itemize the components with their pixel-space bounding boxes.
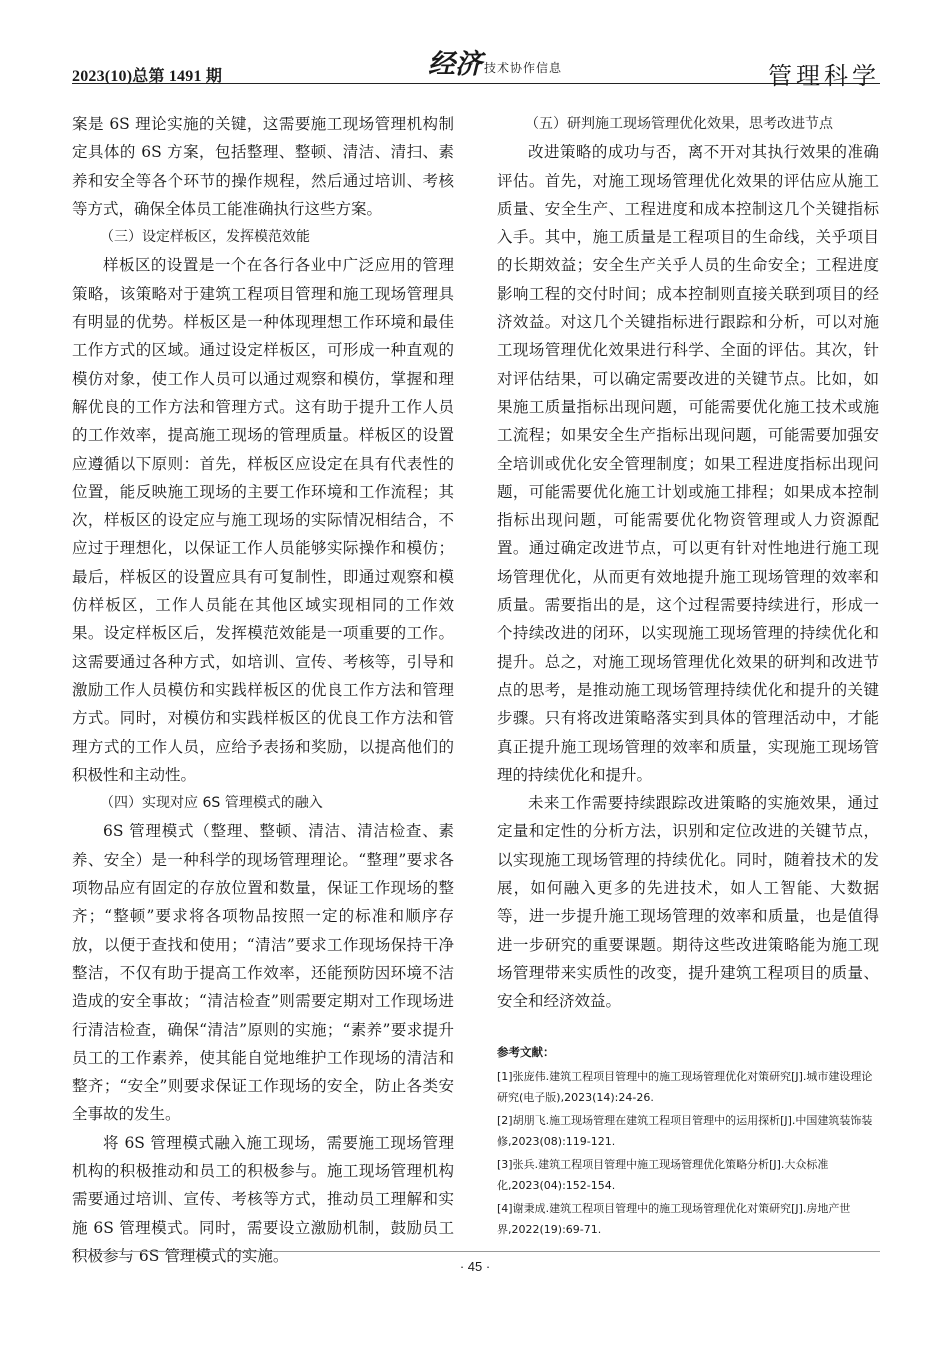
references-title: 参考文献： (497, 1044, 555, 1059)
page-number: · 45 · (459, 1259, 491, 1274)
reference-item: [4]谢秉成.建筑工程项目管理中的施工现场管理优化对策研究[J].房地产世界,2022(19):69-71. (497, 1201, 851, 1236)
paragraph: 未来工作需要持续跟踪改进策略的实施效果，通过定量和定性的分析方法，识别和定位改进的关键节点，以实现施工现场管理的持续优化。同时，随着技术的发展，如何融入更多的先进技术，如人工智能、大数据等，进一步提升施工现场管理的效率和质量，也是值得进一步研究的重要课题。期待这些改进策略能为施工现场管理带来实质性的改变，提升建筑工程项目的质量、安全和经济效益。 (497, 794, 879, 1011)
references (497, 1042, 879, 1240)
page-header (72, 50, 880, 92)
paragraph: 将 6S 管理模式融入施工现场，需要施工现场管理机构的积极推动和员工的积极参与。施工现场管理机构需要通过培训、宣传、考核等方式，推动员工理解和实施 6S 管理模式。同时，需要设立激励机制，鼓励员工积极参与 6S 管理模式的实施。 (72, 1133, 454, 1265)
journal-logo-subtitle: 技术协作信息 (484, 61, 563, 75)
reference-item: [2]胡朋飞.施工现场管理在建筑工程项目管理中的运用探析[J].中国建筑装饰装修,2023(08):119-121. (497, 1113, 873, 1148)
issue-info: 2023(10)总第 1491 期 (72, 68, 223, 85)
section-heading: （四）实现对应 6S 管理模式的融入 (100, 795, 323, 812)
left-column (72, 110, 454, 1270)
journal-logo-mark: 经济 (428, 49, 482, 80)
footer-rule (72, 1251, 880, 1252)
right-column (497, 110, 879, 1242)
paragraph: 6S 管理模式（整理、整顿、清洁、清洁检查、素养、安全）是一种科学的现场管理理论。“整理”要求各项物品应有固定的存放位置和数量，保证工作现场的整齐；“整顿”要求将各项物品按照一定的标准和顺序存放，以便于查找和使用；“清洁”要求工作现场保持干净整洁，不仅有助于提高工作效率，还能预防因环境不洁造成的安全事故；“清洁检查”则需要定期对工作现场进行清洁检查，确保“清洁”原则的实施；“素养”要求提升员工的工作素养，使其能自觉地维护工作现场的清洁和整齐；“安全”则要求保证工作现场的安全，防止各类安全事故的发生。 (72, 822, 454, 1124)
reference-item: [1]张庞伟.建筑工程项目管理中的施工现场管理优化对策研究[J].城市建设理论研究(电子版),2023(14):24-26. (497, 1069, 873, 1104)
section-heading: （五）研判施工现场管理优化效果，思考改进节点 (525, 116, 833, 132)
header-rule (72, 83, 880, 84)
paragraph: 样板区的设置是一个在各行各业中广泛应用的管理策略，该策略对于建筑工程项目管理和施工现场管理具有明显的优势。样板区是一种体现理想工作环境和最佳工作方式的区域。通过设定样板区，可形成一种直观的模仿对象，使工作人员可以通过观察和模仿，掌握和理解优良的工作方法和管理方式。这有助于提升工作人员的工作效率，提高施工现场的管理质量。样板区的设置应遵循以下原则：首先，样板区应设定在具有代表性的位置，能反映施工现场的主要工作环境和工作流程；其次，样板区的设定应与施工现场的实际情况相结合，不应过于理想化，以保证工作人员能够实际操作和模仿；最后，样板区的设置应具有可复制性，即通过观察和模仿样板区，工作人员能在其他区域实现相同的工作效果。设定样板区后，发挥模范效能是一项重要的工作。这需要通过各种方式，如培训、宣传、考核等，引导和激励工作人员模仿和实践样板区的优良工作方法和管理方式。同时，对模仿和实践样板区的优良工作方法和管理方式的工作人员，应给予表扬和奖励，以提高他们的积极性和主动性。 (72, 256, 454, 784)
reference-item: [3]张兵.建筑工程项目管理中施工现场管理优化策略分析[J].大众标准化,2023(04):152-154. (497, 1157, 829, 1192)
section-heading: （三）设定样板区，发挥模范效能 (100, 229, 310, 246)
paragraph: 改进策略的成功与否，离不开对其执行效果的准确评估。首先，对施工现场管理优化效果的评估应从施工质量、安全生产、工程进度和成本控制这几个关键指标入手。其中，施工质量是工程项目的生命线，关乎项目的长期效益；安全生产关乎人员的生命安全；工程进度影响工程的交付时间；成本控制则直接关联到项目的经济效益。对这几个关键指标进行跟踪和分析，可以对施工现场管理优化效果进行科学、全面的评估。其次，针对评估结果，可以确定需要改进的关键节点。比如，如果施工质量指标出现问题，可能需要优化施工技术或施工流程；如果安全生产指标出现问题，可能需要加强安全培训或优化安全管理制度；如果工程进度指标出现问题，可能需要优化施工计划或施工排程；如果成本控制指标出现问题，可能需要优化物资管理或人力资源配置。通过确定改进节点，可以更有针对性地进行施工现场管理优化，从而更有效地提升施工现场管理的效率和质量。需要指出的是，这个过程需要持续进行，形成一个持续改进的闭环，以实现施工现场管理的持续优化和提升。总之，对施工现场管理优化效果的研判和改进节点的思考，是推动施工现场管理持续优化和提升的关键步骤。只有将改进策略落实到具体的管理活动中，才能真正提升施工现场管理的效率和质量，实现施工现场管理的持续优化和提升。 (497, 143, 879, 784)
journal-logo (428, 50, 562, 80)
paragraph: 案是 6S 理论实施的关键，这需要施工现场管理机构制定具体的 6S 方案，包括整理、整顿、清洁、清扫、素养和安全等各个环节的操作规程，然后通过培训、考核等方式，确保全体员工能准确执行这些方案。 (72, 115, 454, 218)
section-title: 管理科学 (768, 62, 880, 90)
